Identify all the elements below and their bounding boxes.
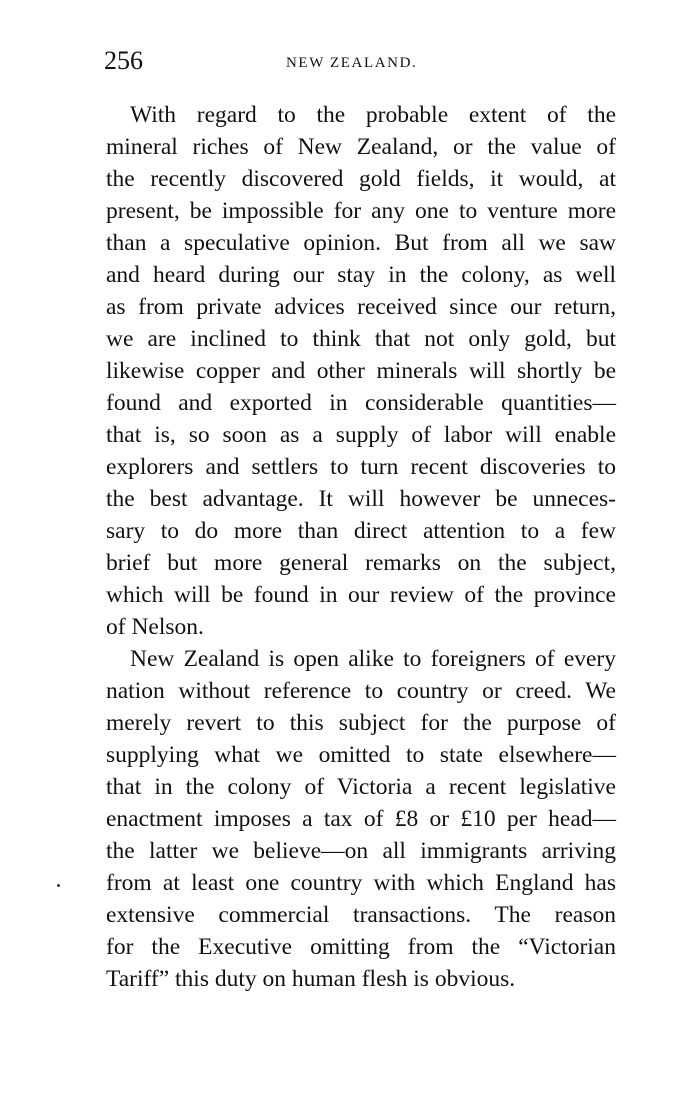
text-line: extensive commercial transactions. The reason xyxy=(106,902,616,928)
text-line: than a speculative opinion. But from all we saw xyxy=(106,230,616,256)
text-line: the latter we believe—on all immigrants arriving xyxy=(106,838,616,864)
text-line: sary to do more than direct attention to a few xyxy=(106,518,616,544)
text-line: that is, so soon as a supply of labor will enable xyxy=(106,422,616,448)
text-line: brief but more general remarks on the subject, xyxy=(106,550,616,576)
text-line: Tariff” this duty on human flesh is obvious. xyxy=(106,966,516,992)
text-line: supplying what we omitted to state elsewhere— xyxy=(106,742,616,768)
text-line: as from private advices received since our return, xyxy=(106,294,616,320)
page-header xyxy=(104,46,616,76)
text-line: from at least one country with which England has xyxy=(106,870,616,896)
text-line: we are inclined to think that not only gold, but xyxy=(106,326,616,352)
text-line: present, be impossible for any one to venture more xyxy=(106,198,616,224)
text-line: With regard to the probable extent of the xyxy=(130,102,616,128)
paragraph-1 xyxy=(106,99,616,643)
text-line: which will be found in our review of the province xyxy=(106,582,616,608)
text-line: and heard during our stay in the colony, as well xyxy=(106,262,616,288)
running-title: NEW ZEALAND. xyxy=(286,55,418,71)
text-line: merely revert to this subject for the purpose of xyxy=(106,710,616,736)
text-line: found and exported in considerable quantities— xyxy=(106,390,616,416)
text-line: that in the colony of Victoria a recent legislative xyxy=(106,774,616,800)
text-line: New Zealand is open alike to foreigners of every xyxy=(130,646,616,672)
paragraph-2 xyxy=(106,643,616,995)
body-text xyxy=(106,99,616,995)
text-line: the best advantage. It will however be unneces- xyxy=(106,486,616,512)
text-line: of Nelson. xyxy=(106,614,204,640)
text-line: likewise copper and other minerals will shortly be xyxy=(106,358,616,384)
text-line: the recently discovered gold fields, it would, at xyxy=(106,166,616,192)
text-line: for the Executive omitting from the “Victorian xyxy=(106,934,616,960)
ink-speck xyxy=(57,884,60,887)
page-number: 256 xyxy=(104,46,143,75)
text-line: nation without reference to country or creed. We xyxy=(106,678,616,704)
text-line: mineral riches of New Zealand, or the value of xyxy=(106,134,616,160)
text-line: enactment imposes a tax of £8 or £10 per head— xyxy=(106,806,616,832)
text-line: explorers and settlers to turn recent discoveries to xyxy=(106,454,616,480)
